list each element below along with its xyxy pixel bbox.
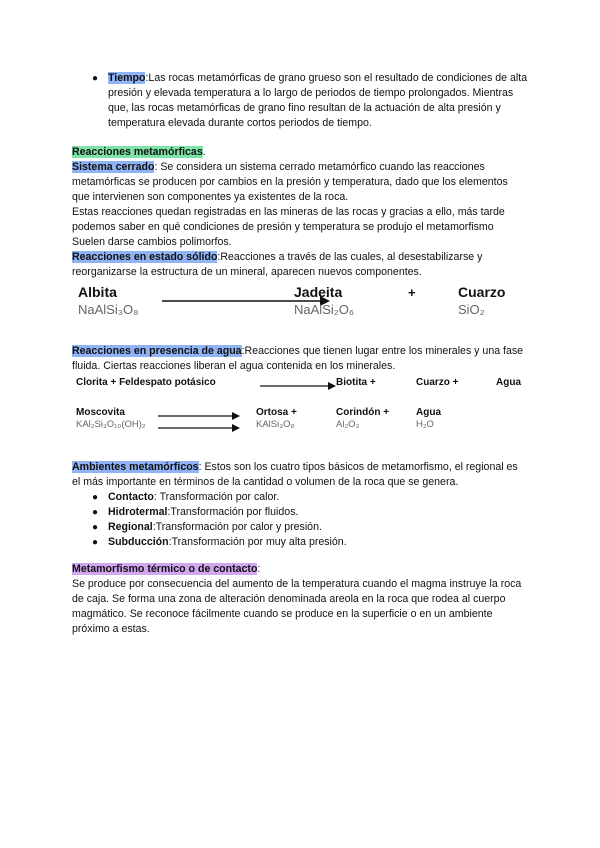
termico-heading-line bbox=[72, 562, 528, 577]
agua-product-label: Agua bbox=[496, 377, 521, 388]
albita-formula: NaAlSi₃O₈ bbox=[78, 302, 139, 317]
solido-text: :Reacciones a través de las cuales, al desestabilizarse y reorganizarse la estructura de un mineral, aparecen nuevos componentes. bbox=[72, 251, 483, 278]
double-arrow-icon bbox=[158, 411, 240, 433]
bullet-icon: ● bbox=[92, 537, 99, 548]
bullet-icon: ● bbox=[92, 507, 99, 518]
list-item bbox=[92, 490, 528, 505]
ambientes-section bbox=[72, 460, 528, 550]
agua2-formula: H₂O bbox=[416, 419, 434, 430]
sistema-text: : Se considera un sistema cerrado metamórfico cuando las reacciones metamórficas se producen por cambios en la presión y temperatura, dado que los elementos que intervienen son componentes ya existentes de la roca. bbox=[72, 161, 508, 203]
list-item-text: :Transformación por calor y presión. bbox=[152, 521, 322, 533]
ambientes-label: Ambientes metamórficos bbox=[72, 461, 199, 473]
moscovita-label: Moscovita bbox=[76, 407, 125, 418]
reacciones-heading: Reacciones metamórficas bbox=[72, 146, 203, 158]
reacciones-heading-suffix: . bbox=[202, 146, 206, 158]
list-item-label: Regional bbox=[108, 521, 153, 533]
list-item-label: Hidrotermal bbox=[108, 506, 168, 518]
tiempo-bullet bbox=[92, 71, 530, 131]
reacciones-heading-line bbox=[72, 145, 528, 160]
sistema-paragraph bbox=[72, 160, 528, 205]
cuarzo-label: Cuarzo bbox=[458, 284, 506, 300]
termico-section bbox=[72, 562, 528, 637]
ortosa-label: Ortosa + bbox=[256, 407, 297, 418]
reacciones-section bbox=[72, 145, 528, 280]
termico-suffix: : bbox=[257, 563, 261, 575]
albita-label: Albita bbox=[78, 284, 117, 300]
agua2-label: Agua bbox=[416, 407, 441, 418]
cuarzo-product-label: Cuarzo + bbox=[416, 377, 459, 388]
biotita-label: Biotita + bbox=[336, 377, 376, 388]
termico-heading: Metamorfismo térmico o de contacto bbox=[72, 563, 258, 575]
corindon-formula: Al₂O₃ bbox=[336, 419, 360, 430]
plus-sign: + bbox=[408, 285, 416, 300]
list-item-text: :Transformación por fluidos. bbox=[167, 506, 299, 518]
registro-paragraph: Estas reacciones quedan registradas en las mineras de las rocas y gracias a ello, más tarde podemos saber en qué condiciones de presión y temperatura se produjo el metamorfismo bbox=[72, 206, 505, 233]
bullet-icon: ● bbox=[92, 73, 99, 84]
clorita-reactants: Clorita + Feldespato potásico bbox=[76, 377, 216, 388]
corindon-label: Corindón + bbox=[336, 407, 390, 418]
list-item bbox=[92, 505, 528, 520]
termico-paragraph: Se produce por consecuencia del aumento de la temperatura cuando el magma instruye la roca de caja. Se forma una zona de alteración denominada areola en la roca que rodea al cuerpo magmático. Se reconoce fácilmente cuando se produce en la superficie o en un ambiente próximo a estas. bbox=[72, 578, 522, 635]
solido-paragraph bbox=[72, 250, 528, 280]
list-item bbox=[92, 520, 528, 535]
tiempo-text: :Las rocas metamórficas de grano grueso son el resultado de condiciones de alta presión y elevada temperatura a lo largo de periodos de tiempo prolongados. Mientras que, las rocas metamórficas de grano fino resultan de la actuación de alta presión y temperatura elevada durante cortos periodos de tiempo. bbox=[108, 72, 528, 129]
reaction-diagram-albita bbox=[78, 285, 528, 325]
sistema-label: Sistema cerrado bbox=[72, 161, 155, 173]
bullet-icon: ● bbox=[92, 492, 99, 503]
jadeita-label: Jadeita bbox=[294, 284, 343, 300]
list-item-label: Subducción bbox=[108, 536, 169, 548]
ambientes-paragraph bbox=[72, 460, 528, 490]
list-item bbox=[92, 535, 528, 550]
jadeita-formula: NaAlSi₂O₆ bbox=[294, 302, 355, 317]
agua-text: :Reacciones que tienen lugar entre los minerales y una fase fluida. Ciertas reacciones liberan el agua contenida en los minerales. bbox=[72, 345, 524, 372]
tiempo-section bbox=[92, 71, 530, 131]
reaction-diagram-clorita bbox=[76, 377, 536, 437]
agua-section bbox=[72, 344, 528, 374]
cuarzo-formula: SiO₂ bbox=[458, 302, 485, 317]
ambientes-list bbox=[92, 490, 528, 550]
tiempo-label: Tiempo bbox=[108, 72, 146, 84]
solido-label: Reacciones en estado sólido bbox=[72, 251, 218, 263]
list-item-text: : Transformación por calor. bbox=[153, 491, 280, 503]
agua-label: Reacciones en presencia de agua bbox=[72, 345, 242, 357]
list-item-label: Contacto bbox=[108, 491, 154, 503]
polimorfos-paragraph: Suelen darse cambios polimorfos. bbox=[72, 236, 232, 248]
ambientes-text: : Estos son los cuatro tipos básicos de metamorfismo, el regional es el más importante en términos de la cantidad o volumen de la roca que se genera. bbox=[72, 461, 518, 488]
ortosa-formula: KAlSi₃O₈ bbox=[256, 419, 295, 430]
moscovita-formula: KAl₂Si₃O₁₀(OH)₂ bbox=[76, 419, 146, 430]
bullet-icon: ● bbox=[92, 522, 99, 533]
list-item-text: :Transformación por muy alta presión. bbox=[168, 536, 347, 548]
arrow-icon bbox=[260, 381, 336, 391]
